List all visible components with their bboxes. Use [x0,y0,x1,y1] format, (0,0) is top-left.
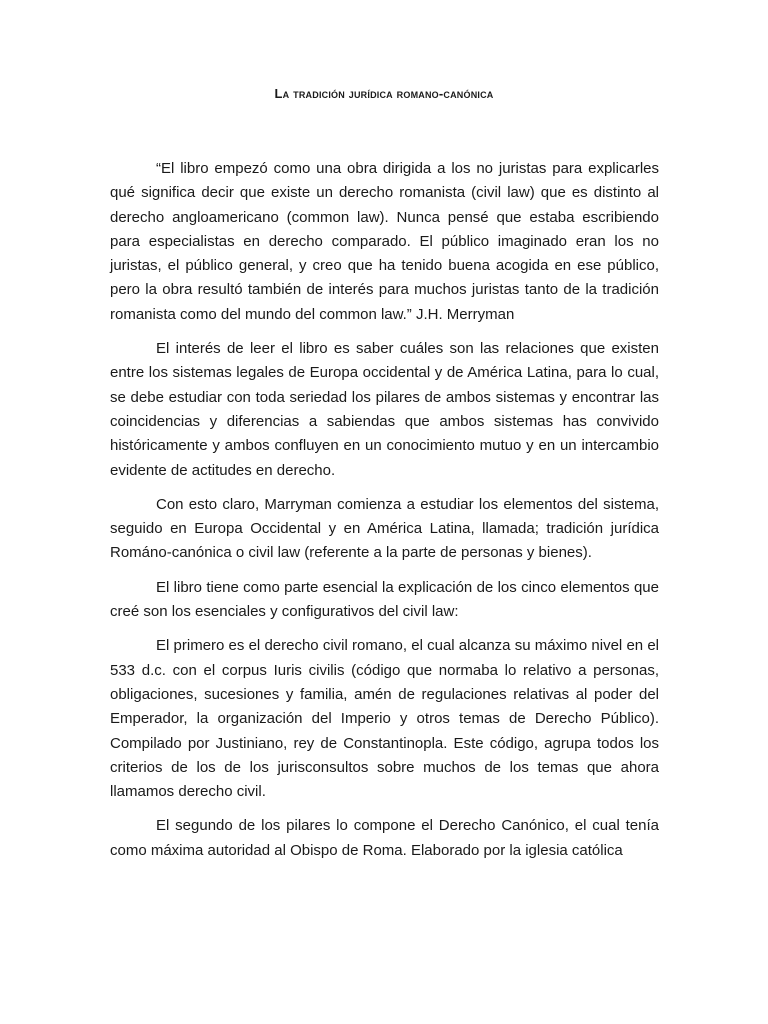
document-title: La tradición jurídica romano-canónica [274,86,494,101]
paragraph-five-elements: El libro tiene como parte esencial la explicación de los cinco elementos que creé son los esenciales y configurativos del civil law: [110,578,659,621]
paragraph-system-elements: Con esto claro, Marryman comienza a estudiar los elementos del sistema, seguido en Europa Occidental y en América Latina, llamada; tradición jurídica Románo-canónica o civil law (referente a la parte de personas y bienes). [110,495,659,562]
paragraph-roman-civil-law: El primero es el derecho civil romano, el cual alcanza su máximo nivel en el 533 d.c. con el corpus Iuris civilis (código que normaba lo relativo a personas, obligaciones, sucesiones y familia, amén de regulaciones relativas al poder del Emperador, la organización del Imperio y otros temas de Derecho Público). Compilado por Justiniano, rey de Constantinopla. Este código, agrupa todos los criterios de los de los jurisconsultos sobre muchos de los temas que ahora llamamos derecho civil. [110,637,659,801]
document-body [110,157,659,862]
paragraph-quote: “El libro empezó como una obra dirigida a los no juristas para explicarles qué significa decir que existe un derecho romanista (civil law) que es distinto al derecho angloamericano (common law). Nunca pensé que estaba escribiendo para especialistas en derecho comparado. El público imaginado eran los no juristas, el público general, y creo que ha tenido buena acogida en ese público, pero la obra resultó también de interés para muchos juristas tanto de la tradición romanista como del mundo del common law.” J.H. Merryman [110,160,659,323]
paragraph-canon-law: El segundo de los pilares lo compone el Derecho Canónico, el cual tenía como máxima autoridad al Obispo de Roma. Elaborado por la iglesia católica [110,817,659,859]
paragraph-interest: El interés de leer el libro es saber cuáles son las relaciones que existen entre los sistemas legales de Europa occidental y de América Latina, para lo cual, se debe estudiar con toda seriedad los pilares de ambos sistemas y encontrar las coincidencias y diferencias a sabiendas que ambos sistemas has convivido históricamente y ambos confluyen en un conocimiento mutuo y en un intercambio evidente de actitudes en derecho. [110,340,659,479]
